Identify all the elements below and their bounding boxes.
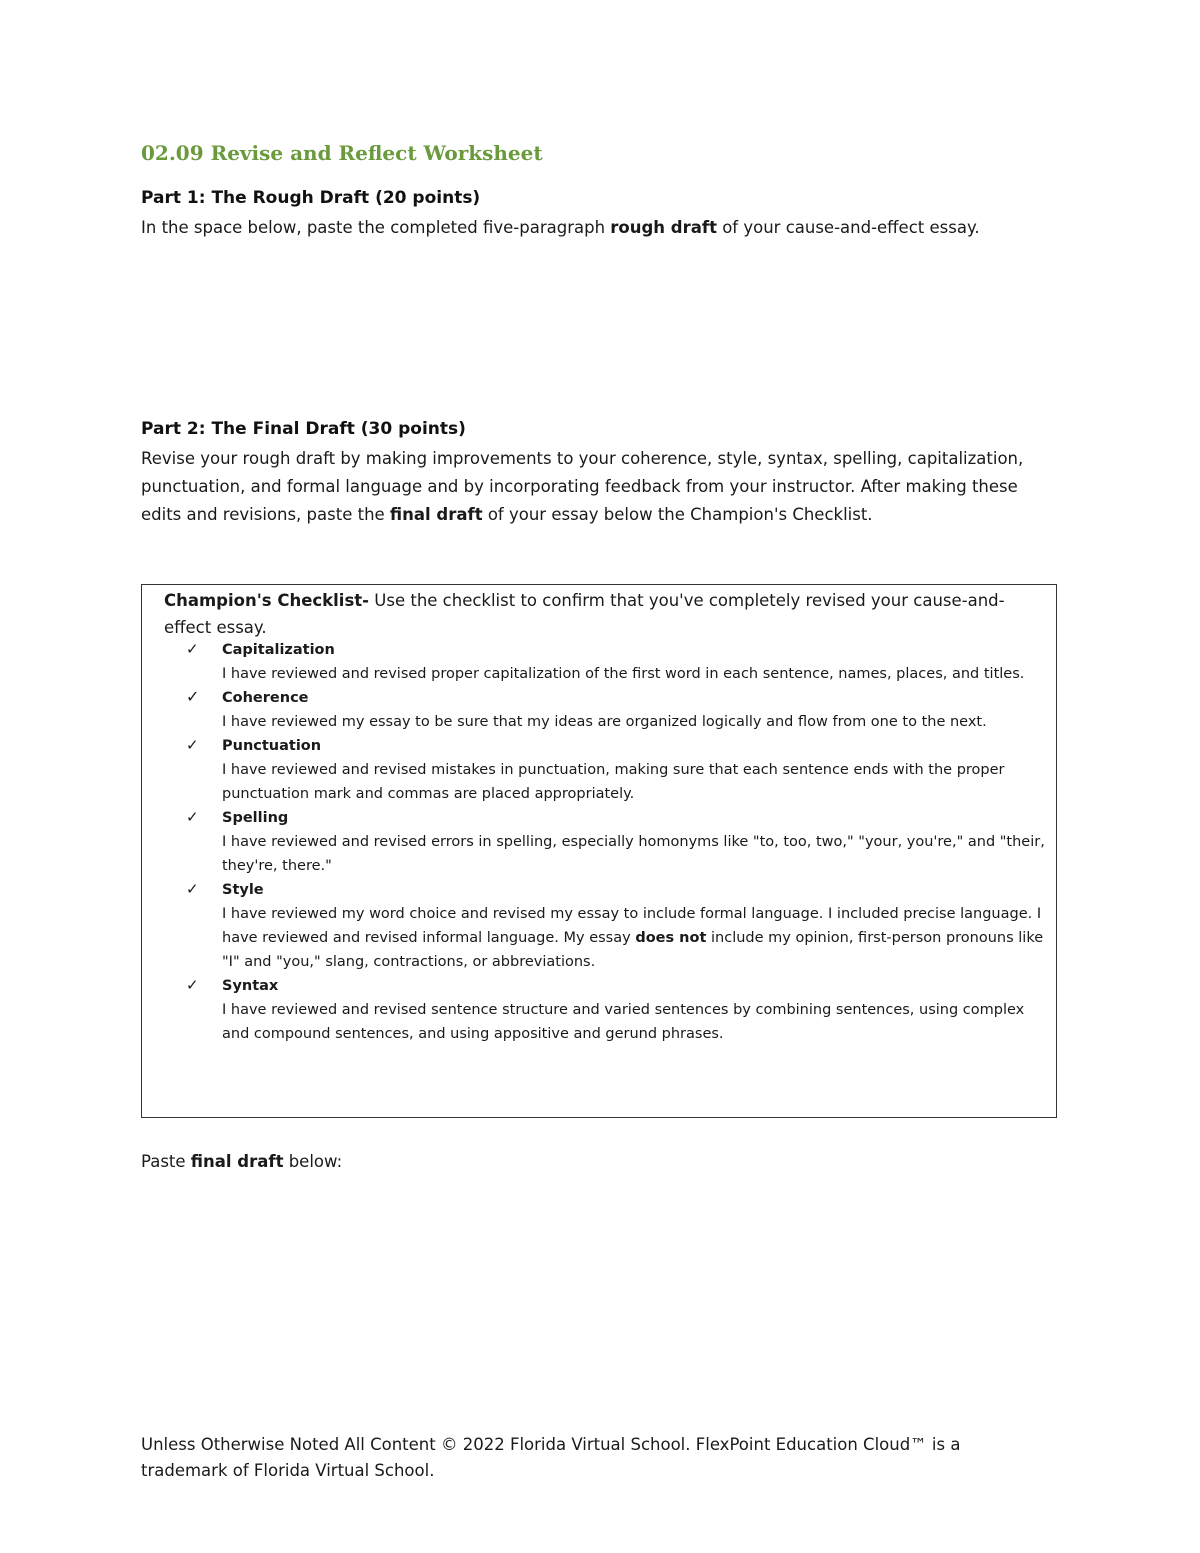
- part2-instructions: [141, 445, 1051, 529]
- checklist-item-name: Syntax: [222, 978, 279, 994]
- checklist-item: [142, 734, 1058, 806]
- checklist-item-description: I have reviewed and revised errors in spelling, especially homonyms like "to, too, two," "your, you're," and "their, they're, there.": [222, 834, 1045, 874]
- copyright-footer: Unless Otherwise Noted All Content © 2022 Florida Virtual School. FlexPoint Education Cloud™ is a trademark of Florida Virtual School.: [141, 1435, 961, 1480]
- paste-final-instruction: [141, 1148, 1051, 1176]
- checklist-item: [142, 974, 1058, 1046]
- worksheet-page: [141, 0, 1061, 1553]
- part2-bold-text: final draft: [389, 505, 483, 524]
- checklist-title: Champion's Checklist-: [164, 591, 370, 610]
- checkmark-icon: ✓: [186, 640, 199, 658]
- checklist-item-name: Spelling: [222, 810, 289, 826]
- checkmark-icon: ✓: [186, 976, 199, 994]
- part1-text-end: of your cause-and-effect essay.: [716, 218, 980, 237]
- page-title: 02.09 Revise and Reflect Worksheet: [141, 141, 543, 165]
- checklist-item-name: Punctuation: [222, 738, 322, 754]
- checklist-item: [142, 638, 1058, 686]
- description-text: I have reviewed my word choice and revised my essay to include formal language. I included precise language. I have reviewed and revised informal language. My essay: [222, 906, 1042, 946]
- checklist-item: [142, 686, 1058, 734]
- part2-text-end: of your essay below the Champion's Checklist.: [482, 505, 873, 524]
- checkmark-icon: ✓: [186, 880, 199, 898]
- checklist-item-description: I have reviewed and revised mistakes in punctuation, making sure that each sentence ends with the proper punctuation mark and commas are placed appropriately.: [222, 762, 1005, 802]
- paste-bold-text: final draft: [190, 1152, 284, 1171]
- checklist-item-description: I have reviewed and revised proper capitalization of the first word in each sentence, names, places, and titles.: [222, 666, 1025, 682]
- part2-text: Revise your rough draft by making improvements to your coherence, style, syntax, spelling, capitalization, punctuation, and formal language and by incorporating feedback from your instructor. After making these edits and revisions, paste the: [141, 449, 1024, 524]
- checklist-intro: [164, 587, 1044, 641]
- checklist-intro-text: Use the checklist to confirm that you've completely revised your cause-and-effect essay.: [164, 591, 1005, 637]
- checklist-item-description: I have reviewed my essay to be sure that my ideas are organized logically and flow from one to the next.: [222, 714, 987, 730]
- checklist-item-description: I have reviewed and revised sentence structure and varied sentences by combining sentences, using complex and compound sentences, and using appositive and gerund phrases.: [222, 1002, 1025, 1042]
- champions-checklist: [141, 584, 1057, 1118]
- part1-bold-text: rough draft: [610, 218, 717, 237]
- paste-text-end: below:: [283, 1152, 343, 1171]
- checkmark-icon: ✓: [186, 687, 200, 706]
- checklist-item-name: Style: [222, 882, 264, 898]
- description-text-end: include my opinion, first-person pronouns like "I" and "you," slang, contractions, or abbreviations.: [222, 930, 1044, 970]
- part1-instructions: [141, 214, 1051, 242]
- paste-text: Paste: [141, 1152, 191, 1171]
- checkmark-icon: ✓: [186, 736, 199, 754]
- part1-heading: Part 1: The Rough Draft (20 points): [141, 188, 481, 208]
- checklist-item-description: [222, 902, 1048, 974]
- checklist-item: [142, 806, 1058, 878]
- checklist-item-name: Coherence: [222, 690, 309, 706]
- checklist-item: [142, 878, 1058, 974]
- checklist-items: [142, 638, 1058, 1046]
- part1-text: In the space below, paste the completed five-paragraph: [141, 218, 611, 237]
- checklist-item-name: Capitalization: [222, 642, 335, 658]
- part2-heading: Part 2: The Final Draft (30 points): [141, 419, 466, 439]
- checkmark-icon: ✓: [186, 808, 199, 826]
- description-bold-text: does not: [635, 930, 707, 946]
